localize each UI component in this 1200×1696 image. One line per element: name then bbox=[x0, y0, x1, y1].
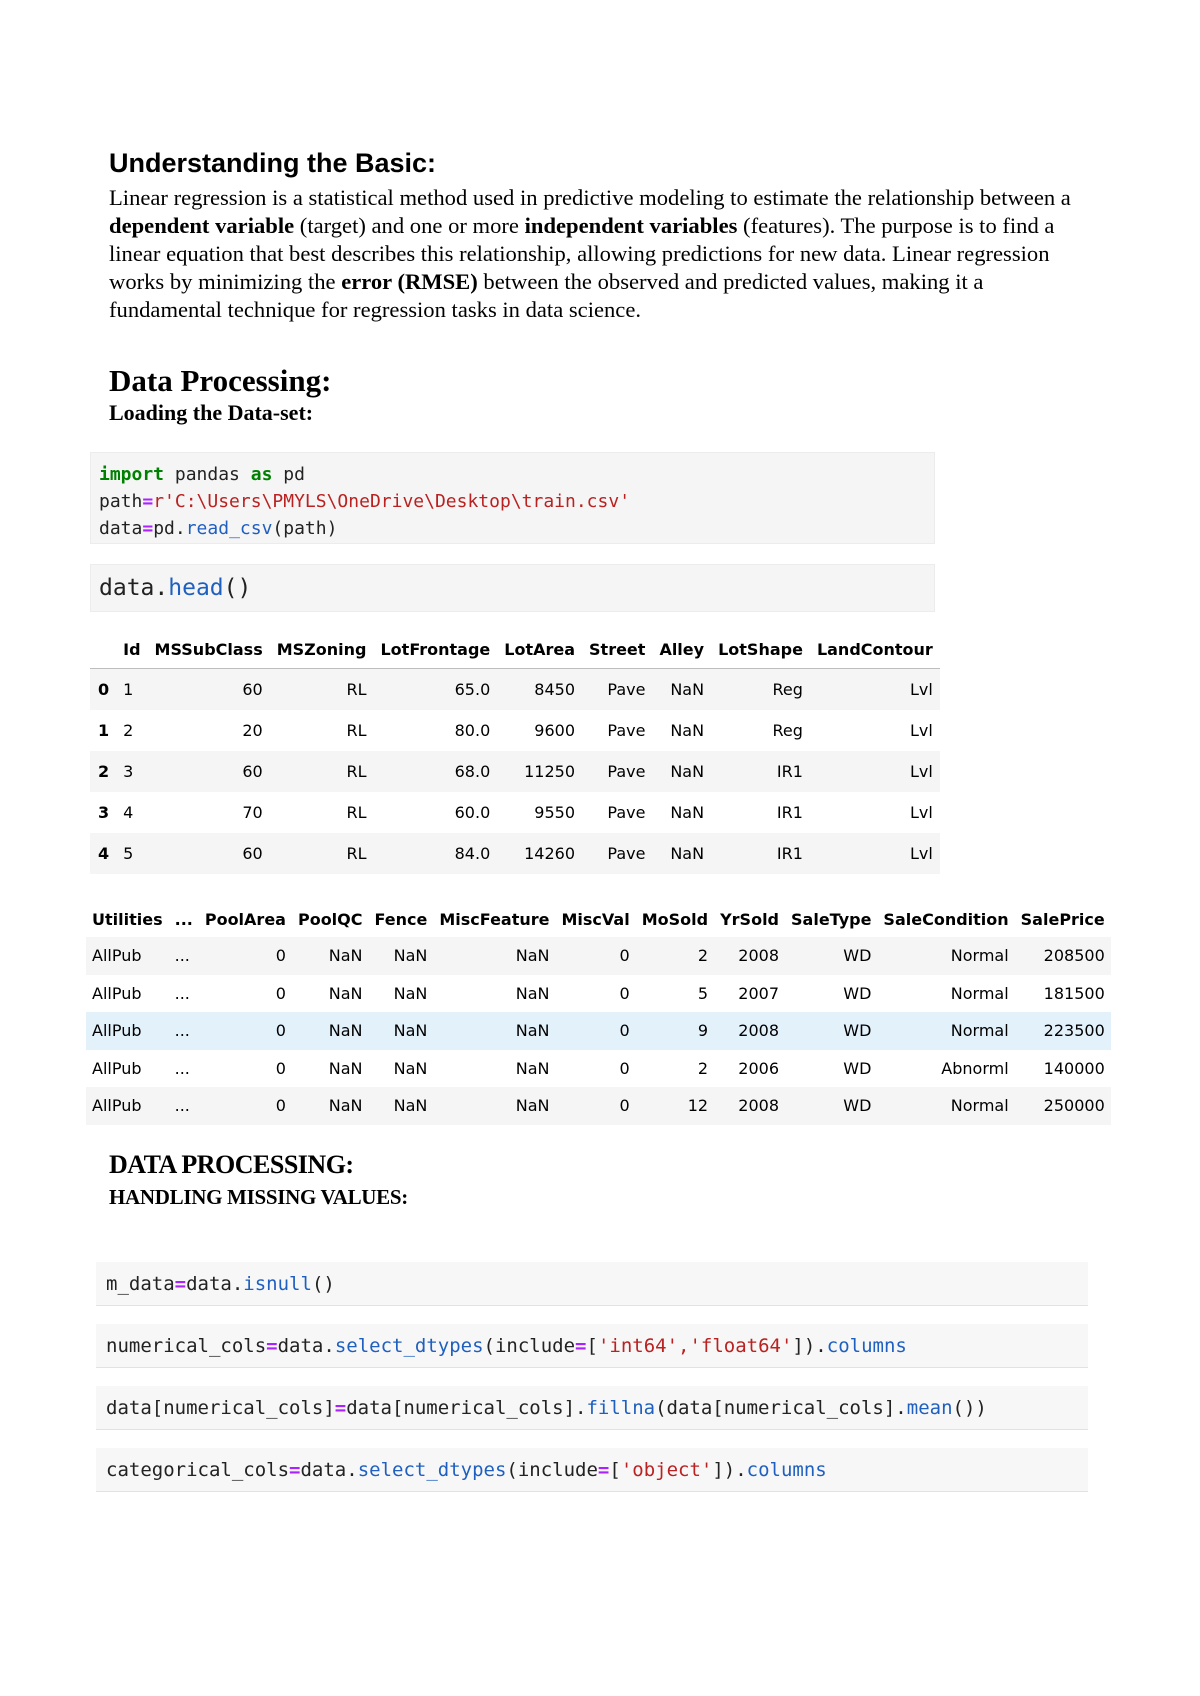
code-cell-head bbox=[90, 564, 935, 612]
column-header: MiscFeature bbox=[439, 910, 550, 929]
table-cell: ... bbox=[169, 1012, 199, 1050]
table-cell: 9600 bbox=[534, 721, 576, 740]
code-text: m_data bbox=[106, 1273, 175, 1295]
table-cell: Reg bbox=[772, 721, 803, 740]
table-cell: 14260 bbox=[497, 833, 582, 874]
table-cell: 2008 bbox=[714, 1087, 785, 1125]
table-cell: NaN bbox=[328, 983, 363, 1003]
table-cell: AllPub bbox=[92, 1058, 142, 1078]
code-operator: = bbox=[266, 1335, 278, 1357]
table-row bbox=[90, 751, 940, 792]
table-cell: Normal bbox=[877, 1012, 1014, 1050]
table-cell: 11250 bbox=[497, 751, 582, 792]
code-text: ()) bbox=[952, 1397, 987, 1419]
table-cell: 4 bbox=[123, 803, 134, 822]
table-cell: NaN bbox=[393, 983, 428, 1003]
column-header: LotArea bbox=[497, 634, 582, 669]
code-text: data. bbox=[99, 575, 169, 601]
table-cell: 60 bbox=[148, 833, 270, 874]
table-cell: Normal bbox=[950, 983, 1009, 1003]
code-text: () bbox=[223, 575, 252, 601]
table-cell: 2006 bbox=[738, 1058, 780, 1078]
dataframe-table-part2 bbox=[86, 906, 1111, 1125]
table-cell: 0 bbox=[199, 1087, 292, 1125]
table-cell: NaN bbox=[515, 1058, 550, 1078]
table-cell: NaN bbox=[670, 721, 705, 740]
code-operator: = bbox=[142, 491, 154, 512]
table-cell: 70 bbox=[242, 803, 263, 822]
intro-text-3: (features). The purpose is to find a linear equation that best describes this relationship, allowing predictions for new data. Linear regression works by minimizing the bbox=[109, 213, 1055, 294]
code-function: select_dtypes bbox=[357, 1459, 507, 1481]
code-operator: = bbox=[597, 1459, 610, 1481]
table-cell: Normal bbox=[877, 937, 1014, 975]
table-row bbox=[90, 792, 940, 833]
table-cell: NaN bbox=[670, 803, 705, 822]
table-row bbox=[86, 975, 1111, 1013]
column-header: LotShape bbox=[711, 634, 810, 669]
code-text: data. bbox=[300, 1459, 358, 1481]
column-header: YrSold bbox=[720, 910, 780, 929]
table-cell: 2007 bbox=[738, 983, 780, 1003]
table-cell: AllPub bbox=[86, 1012, 169, 1050]
code-text: path bbox=[99, 491, 143, 512]
table-cell: Lvl bbox=[910, 721, 933, 740]
code-function: head bbox=[168, 575, 224, 601]
column-header: Fence bbox=[374, 910, 428, 929]
code-operator: = bbox=[575, 1335, 587, 1357]
table-cell: Pave bbox=[582, 833, 652, 874]
table-cell: 60 bbox=[148, 669, 270, 711]
table-cell: 0 bbox=[556, 1012, 636, 1050]
table-cell: RL bbox=[346, 803, 367, 822]
table-cell: 223500 bbox=[1015, 1012, 1111, 1050]
table-cell: Pave bbox=[607, 721, 646, 740]
column-header: MoSold bbox=[641, 910, 709, 929]
table-cell: 2 bbox=[123, 721, 134, 740]
column-header: SaleCondition bbox=[883, 910, 1009, 929]
code-string: r'C:\Users\PMYLS\OneDrive\Desktop\train.csv' bbox=[153, 491, 631, 512]
section-heading-data-processing-caps: DATA PROCESSING: bbox=[109, 1150, 354, 1179]
code-text: data. bbox=[186, 1273, 244, 1295]
table-cell: WD bbox=[843, 1058, 872, 1078]
code-operator: = bbox=[142, 518, 154, 539]
column-header: Id bbox=[116, 634, 147, 669]
table-cell: 80.0 bbox=[454, 721, 491, 740]
intro-bold-error: error (RMSE) bbox=[341, 269, 478, 294]
table-cell: RL bbox=[270, 669, 374, 711]
row-index: 4 bbox=[90, 833, 116, 874]
table-cell: Abnorml bbox=[941, 1058, 1009, 1078]
table-row bbox=[90, 669, 940, 711]
table-cell: NaN bbox=[369, 1012, 434, 1050]
row-index: 3 bbox=[98, 803, 110, 822]
code-cell-categorical-cols bbox=[96, 1448, 1088, 1492]
code-string: 'int64','float64' bbox=[597, 1335, 793, 1357]
column-header: PoolQC bbox=[297, 910, 363, 929]
table-cell: IR1 bbox=[776, 803, 803, 822]
table-cell: NaN bbox=[292, 1012, 369, 1050]
column-header: LotFrontage bbox=[373, 634, 497, 669]
table-cell: ... bbox=[169, 1087, 199, 1125]
table-cell: 5 bbox=[697, 983, 709, 1003]
code-function: read_csv bbox=[185, 518, 273, 539]
code-text: pd. bbox=[153, 518, 186, 539]
table-cell: 65.0 bbox=[373, 669, 497, 711]
table-cell: 84.0 bbox=[373, 833, 497, 874]
column-header: MSZoning bbox=[270, 634, 374, 669]
table-cell: NaN bbox=[433, 1012, 555, 1050]
table-cell: NaN bbox=[652, 833, 711, 874]
table-cell: AllPub bbox=[86, 937, 169, 975]
column-header: Street bbox=[582, 634, 652, 669]
column-header: ... bbox=[174, 910, 193, 929]
table-cell: 1 bbox=[116, 669, 147, 711]
table-row bbox=[86, 937, 1111, 975]
code-string: 'object' bbox=[620, 1459, 713, 1481]
table-cell: Lvl bbox=[810, 833, 940, 874]
column-header: Alley bbox=[652, 634, 711, 669]
table-cell: 12 bbox=[636, 1087, 714, 1125]
table-cell: Lvl bbox=[910, 803, 933, 822]
table-cell: NaN bbox=[328, 1058, 363, 1078]
code-function: select_dtypes bbox=[334, 1335, 484, 1357]
dataframe-table-part1 bbox=[90, 634, 940, 874]
intro-bold-independent: independent variables bbox=[524, 213, 738, 238]
table-cell: NaN bbox=[433, 1087, 555, 1125]
table-cell: 0 bbox=[275, 983, 286, 1003]
table-cell: 0 bbox=[199, 937, 292, 975]
table-cell: 2008 bbox=[714, 1012, 785, 1050]
table-cell: 9550 bbox=[534, 803, 576, 822]
column-header: MSSubClass bbox=[148, 634, 270, 669]
table-cell: 181500 bbox=[1043, 983, 1105, 1003]
row-index: 2 bbox=[90, 751, 116, 792]
table-row bbox=[90, 710, 940, 751]
code-keyword: as bbox=[250, 464, 273, 485]
code-function: columns bbox=[746, 1459, 827, 1481]
code-operator: = bbox=[334, 1397, 347, 1419]
table-cell: RL bbox=[270, 751, 374, 792]
table-cell: NaN bbox=[369, 937, 434, 975]
row-index: 1 bbox=[98, 721, 110, 740]
table-cell: WD bbox=[785, 937, 877, 975]
table-cell: Pave bbox=[582, 751, 652, 792]
table-cell: NaN bbox=[292, 937, 369, 975]
table-cell: 0 bbox=[619, 1058, 630, 1078]
table-cell: AllPub bbox=[86, 1087, 169, 1125]
table-cell: NaN bbox=[369, 1087, 434, 1125]
code-text: ]). bbox=[792, 1335, 827, 1357]
table-cell: NaN bbox=[393, 1058, 428, 1078]
table-cell: 250000 bbox=[1015, 1087, 1111, 1125]
code-text: numerical_cols bbox=[106, 1335, 267, 1357]
table-cell: 60.0 bbox=[454, 803, 491, 822]
table-cell: 0 bbox=[556, 937, 636, 975]
code-function: isnull bbox=[243, 1273, 312, 1295]
code-text: ]). bbox=[712, 1459, 747, 1481]
table-cell: 2 bbox=[636, 937, 714, 975]
code-keyword: import bbox=[99, 464, 165, 485]
code-function: columns bbox=[826, 1335, 907, 1357]
table-cell: 0 bbox=[619, 983, 630, 1003]
table-cell: 208500 bbox=[1015, 937, 1111, 975]
table-cell: Lvl bbox=[810, 751, 940, 792]
subheading-missing-values: HANDLING MISSING VALUES: bbox=[109, 1185, 408, 1209]
code-text: data bbox=[99, 518, 143, 539]
column-header bbox=[90, 634, 116, 669]
table-cell: WD bbox=[843, 983, 872, 1003]
table-cell: 5 bbox=[116, 833, 147, 874]
table-cell: RL bbox=[346, 721, 367, 740]
intro-paragraph bbox=[109, 184, 1099, 324]
table-cell: AllPub bbox=[92, 983, 142, 1003]
code-line-import bbox=[99, 461, 926, 488]
column-header: MiscVal bbox=[561, 910, 630, 929]
code-function: fillna bbox=[586, 1397, 656, 1419]
code-line-read-csv bbox=[99, 515, 926, 542]
table-cell: 8450 bbox=[497, 669, 582, 711]
code-text: data[numerical_cols]. bbox=[346, 1397, 587, 1419]
code-text: (data[numerical_cols]. bbox=[655, 1397, 907, 1419]
table-cell: 20 bbox=[242, 721, 263, 740]
code-line-path bbox=[99, 488, 926, 515]
code-text: categorical_cols bbox=[106, 1459, 290, 1481]
table-cell: Pave bbox=[582, 669, 652, 711]
row-index: 0 bbox=[90, 669, 116, 711]
table-cell: ... bbox=[174, 1058, 190, 1078]
table-cell: 2008 bbox=[714, 937, 785, 975]
intro-text-1: Linear regression is a statistical method used in predictive modeling to estimate the relationship between a bbox=[109, 185, 1071, 210]
table-cell: NaN bbox=[652, 669, 711, 711]
code-text: pd bbox=[272, 464, 305, 485]
code-text: (include bbox=[483, 1335, 576, 1357]
table-row bbox=[90, 833, 940, 874]
table-cell: NaN bbox=[433, 937, 555, 975]
column-header: SalePrice bbox=[1020, 910, 1105, 929]
table-cell: 60 bbox=[148, 751, 270, 792]
intro-text-2: (target) and one or more bbox=[294, 213, 525, 238]
table-cell: NaN bbox=[652, 751, 711, 792]
code-text: pandas bbox=[164, 464, 251, 485]
table-cell: 0 bbox=[199, 1012, 292, 1050]
code-function: mean bbox=[906, 1397, 953, 1419]
table-cell: Normal bbox=[877, 1087, 1014, 1125]
code-cell-load-data bbox=[90, 452, 935, 544]
table-header-row bbox=[86, 906, 1111, 937]
table-row bbox=[86, 1087, 1111, 1125]
table-cell: 68.0 bbox=[373, 751, 497, 792]
table-cell: 9 bbox=[636, 1012, 714, 1050]
table-cell: IR1 bbox=[711, 833, 810, 874]
table-cell: 0 bbox=[275, 1058, 286, 1078]
code-text: () bbox=[311, 1273, 335, 1295]
table-cell: RL bbox=[270, 833, 374, 874]
code-operator: = bbox=[289, 1459, 301, 1481]
table-cell: WD bbox=[785, 1012, 877, 1050]
code-text: [ bbox=[586, 1335, 598, 1357]
table-cell: NaN bbox=[515, 983, 550, 1003]
code-cell-fillna bbox=[96, 1386, 1088, 1430]
table-cell: Reg bbox=[711, 669, 810, 711]
code-text: data[numerical_cols] bbox=[106, 1397, 335, 1419]
table-cell: 3 bbox=[116, 751, 147, 792]
table-cell: WD bbox=[785, 1087, 877, 1125]
code-text: data. bbox=[277, 1335, 335, 1357]
section-heading-data-processing: Data Processing: bbox=[109, 363, 332, 398]
table-row bbox=[86, 1050, 1111, 1088]
column-header: Utilities bbox=[92, 910, 163, 929]
column-header: SaleType bbox=[791, 910, 872, 929]
table-cell: ... bbox=[174, 983, 190, 1003]
table-body bbox=[86, 937, 1111, 1125]
table-cell: ... bbox=[169, 937, 199, 975]
table-cell: Pave bbox=[607, 803, 646, 822]
column-header: PoolArea bbox=[204, 910, 286, 929]
table-cell: 140000 bbox=[1043, 1058, 1105, 1078]
code-text: (path) bbox=[272, 518, 338, 539]
code-text: [ bbox=[609, 1459, 621, 1481]
table-cell: NaN bbox=[292, 1087, 369, 1125]
intro-bold-dependent: dependent variable bbox=[109, 213, 295, 238]
table-body bbox=[90, 669, 940, 875]
column-header: LandContour bbox=[810, 634, 940, 669]
code-operator: = bbox=[174, 1273, 187, 1295]
table-header-row bbox=[90, 634, 940, 669]
table-cell: Lvl bbox=[810, 669, 940, 711]
intro-text-4: between the observed and predicted values, making it a fundamental technique for regression tasks in data science. bbox=[109, 269, 984, 322]
table-cell: 0 bbox=[556, 1087, 636, 1125]
code-cell-numerical-cols bbox=[96, 1324, 1088, 1368]
code-cell-isnull bbox=[96, 1262, 1088, 1306]
section-heading-basics: Understanding the Basic: bbox=[109, 148, 437, 178]
table-cell: IR1 bbox=[711, 751, 810, 792]
code-text: (include bbox=[506, 1459, 598, 1481]
table-row bbox=[86, 1012, 1111, 1050]
table-cell: 2 bbox=[697, 1058, 709, 1078]
subheading-loading-dataset: Loading the Data-set: bbox=[109, 400, 314, 425]
